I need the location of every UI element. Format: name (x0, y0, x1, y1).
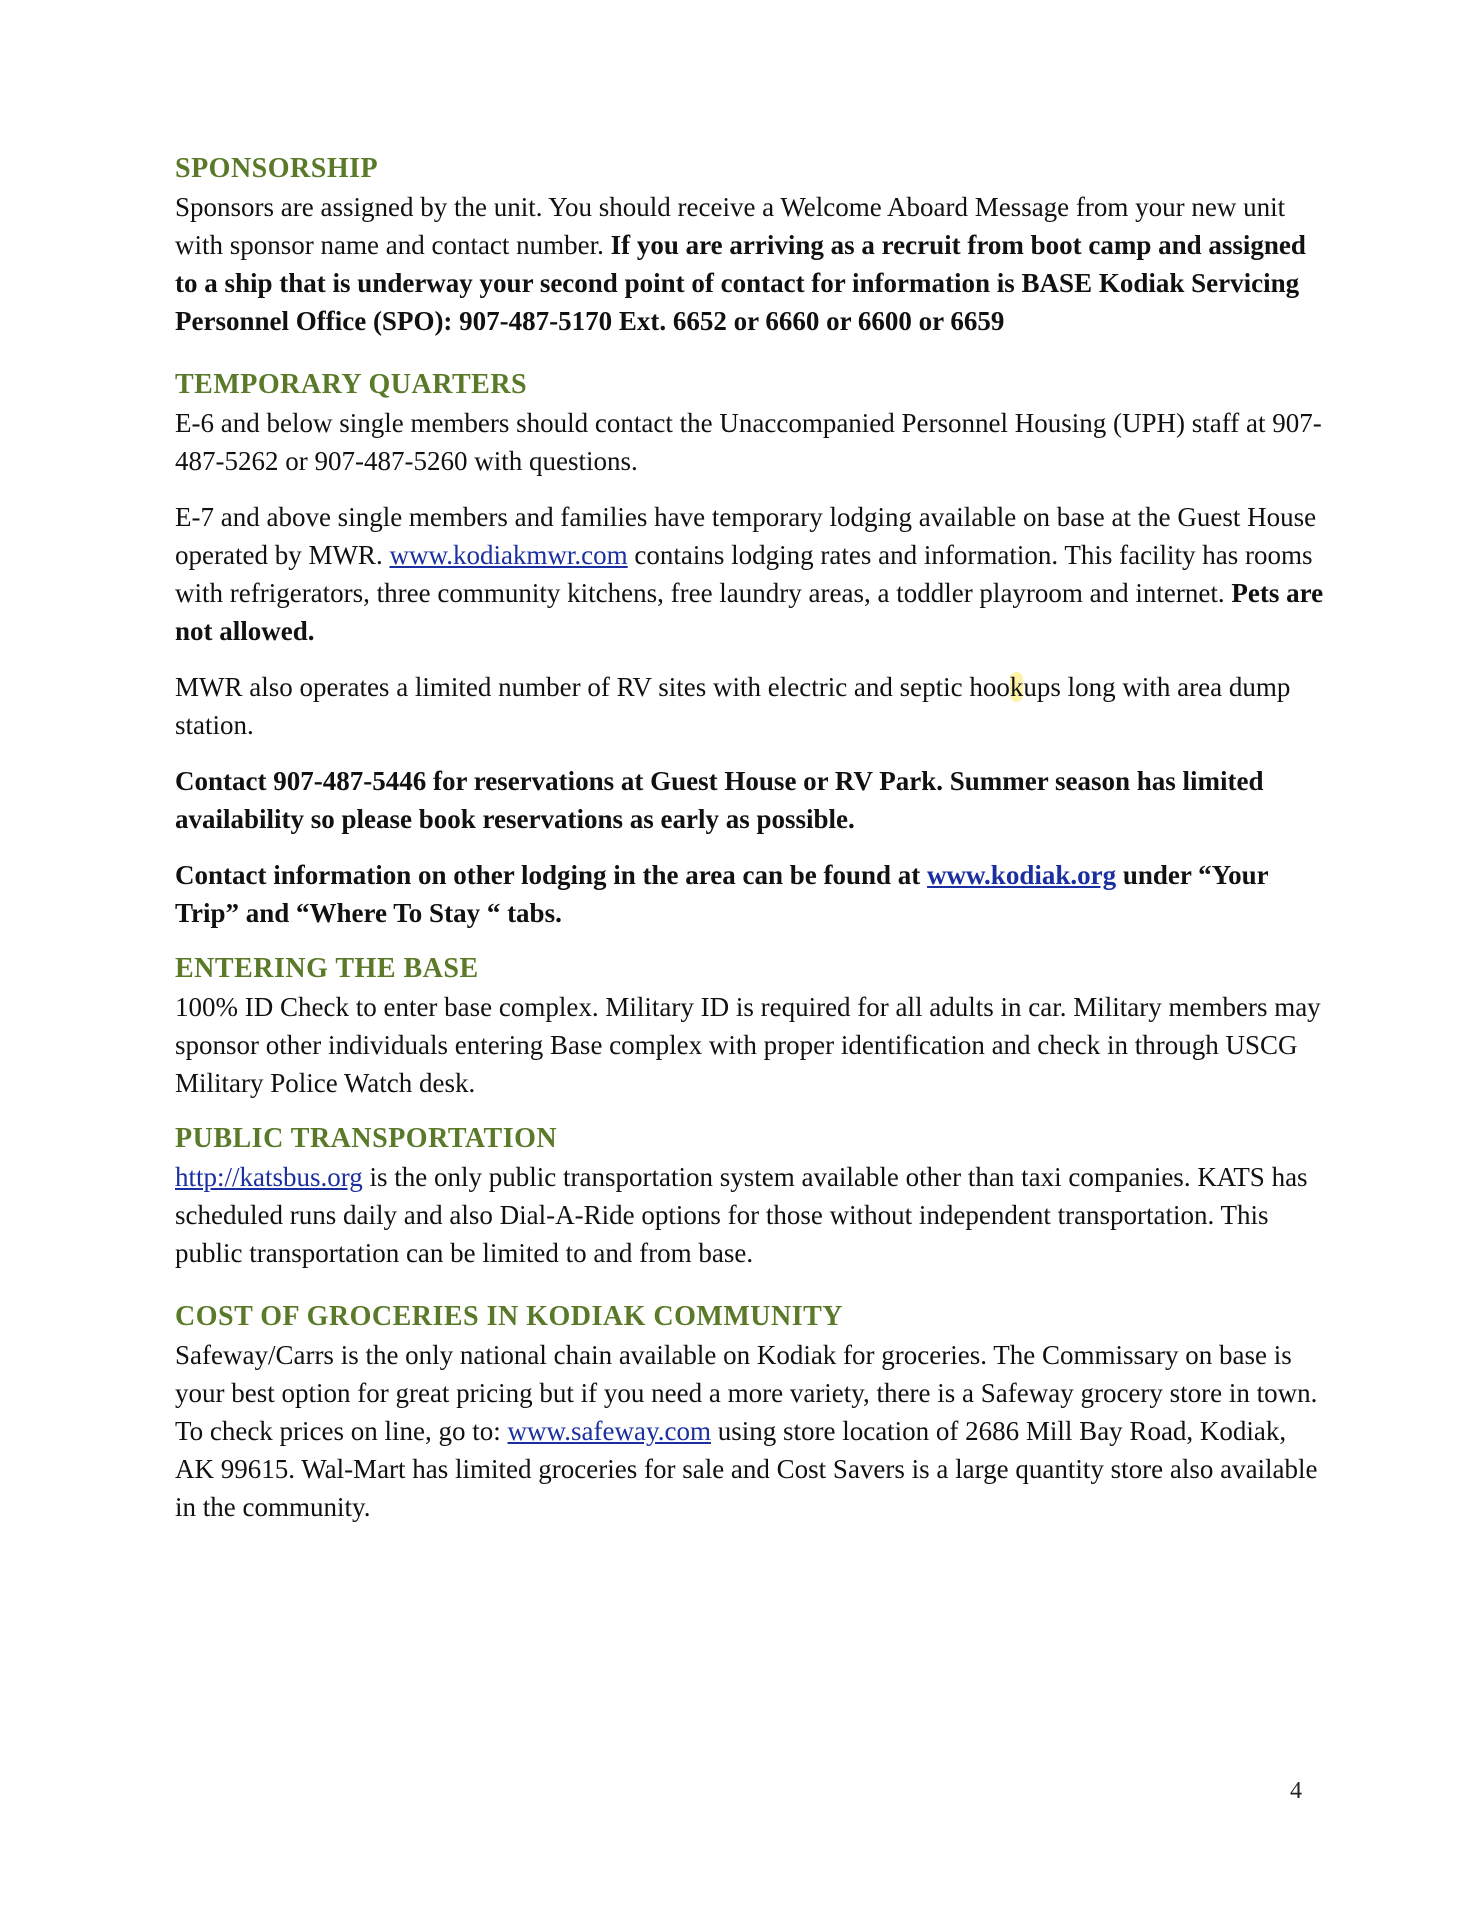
rv-sites-text: MWR also operates a limited number of RV sites with electric and septic hoo (175, 672, 1010, 702)
other-lodging-paragraph (175, 856, 1325, 932)
other-lodging-text: Contact information on other lodging in the area can be found at (175, 860, 921, 890)
rv-sites-paragraph (175, 668, 1325, 744)
reservations-paragraph: Contact 907-487-5446 for reservations at Guest House or RV Park. Summer season has limited availability so please book reservations as early as possible. (175, 766, 1264, 834)
public-transportation-paragraph (175, 1158, 1325, 1272)
other-lodging-text-after: under “Your Trip” and “Where To Stay “ tabs. (175, 860, 1269, 928)
groceries-paragraph (175, 1336, 1325, 1526)
kodiak-org-link[interactable]: www.kodiak.org (927, 860, 1117, 890)
sponsorship-text: Sponsors are assigned by the unit. You should receive a Welcome Aboard Message from your new unit with sponsor name and contact number. (175, 192, 1286, 260)
entering-base-paragraph: 100% ID Check to enter base complex. Military ID is required for all adults in car. Military members may sponsor other individuals entering Base complex with proper identification and check in through USCG Military Police Watch desk. (175, 992, 1321, 1098)
sponsorship-heading: SPONSORSHIP (175, 153, 379, 184)
temporary-quarters-heading: TEMPORARY QUARTERS (175, 369, 528, 400)
guest-house-text-after: contains lodging rates and information. This facility has rooms with refrigerators, three community kitchens, free laundry areas, a toddler playroom and internet. (175, 540, 1313, 608)
groceries-text-after: using store location of 2686 Mill Bay Road, Kodiak, AK 99615. Wal-Mart has limited groceries for sale and Cost Savers is a large quantity store also available in the community. (175, 1416, 1318, 1522)
katsbus-link[interactable]: http://katsbus.org (175, 1162, 363, 1192)
guest-house-text: E-7 and above single members and families have temporary lodging available on base at the Guest House operated by MWR. (175, 502, 1317, 570)
rv-sites-text-after: ups long with area dump station. (175, 672, 1291, 740)
sponsorship-paragraph (175, 188, 1325, 340)
page-number: 4 (1290, 1778, 1302, 1804)
safeway-link[interactable]: www.safeway.com (507, 1416, 711, 1446)
guest-house-paragraph (175, 498, 1325, 650)
uph-paragraph: E-6 and below single members should contact the Unaccompanied Personnel Housing (UPH) staff at 907-487-5262 or 907-487-5260 with questions. (175, 408, 1322, 476)
groceries-text: Safeway/Carrs is the only national chain available on Kodiak for groceries. The Commissary on base is your best option for great pricing but if you need a more variety, there is a Safeway grocery store in town. To check prices on line, go to: (175, 1340, 1318, 1446)
groceries-heading: COST OF GROCERIES IN KODIAK COMMUNITY (175, 1301, 844, 1332)
public-transportation-heading: PUBLIC TRANSPORTATION (175, 1123, 558, 1154)
public-transportation-text: is the only public transportation system available other than taxi companies. KATS has scheduled runs daily and also Dial-A-Ride options for those without independent transportation. This public transportation can be limited to and from base. (175, 1162, 1308, 1268)
kodiakmwr-link[interactable]: www.kodiakmwr.com (389, 540, 628, 570)
document-page (175, 150, 1325, 1544)
highlight-mark: k (1009, 672, 1024, 702)
pets-not-allowed: Pets are not allowed. (175, 578, 1324, 646)
entering-base-heading: ENTERING THE BASE (175, 953, 479, 984)
sponsorship-bold-text: If you are arriving as a recruit from boot camp and assigned to a ship that is underway your second point of contact for information is BASE Kodiak Servicing Personnel Office (SPO): 907-487-5170 Ext. 6652 or 6660 or 6600 or 6659 (175, 230, 1306, 336)
